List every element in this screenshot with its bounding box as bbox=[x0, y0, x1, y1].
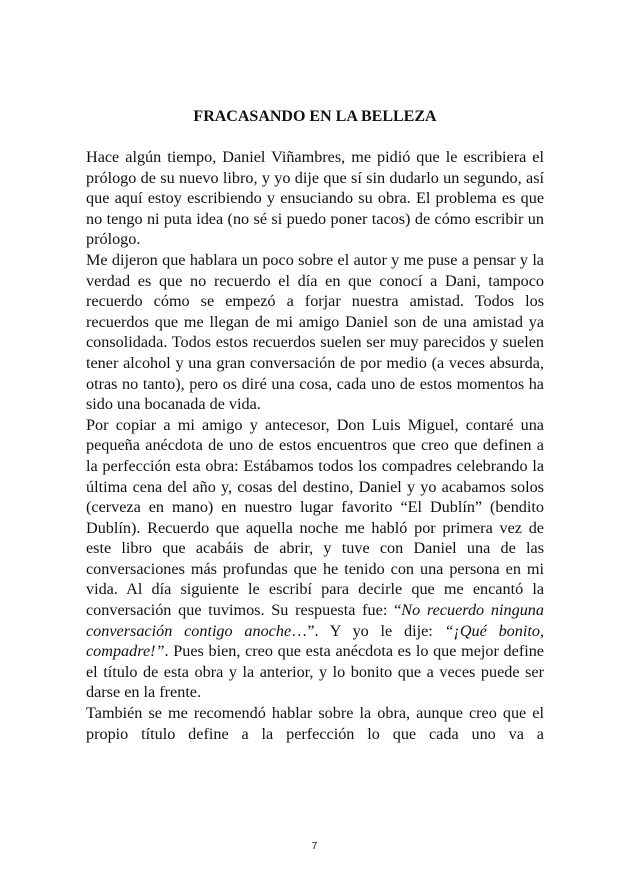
page-title: FRACASANDO EN LA BELLEZA bbox=[193, 108, 437, 125]
italic-quote: “¡Qué bonito, compadre!” bbox=[86, 621, 544, 661]
paragraph bbox=[86, 703, 544, 744]
text-run: Por copiar a mi amigo y antecesor, Don Luis Miguel, contaré una pequeña anécdota de uno de estos encuentros que creo que definen a la perfección esta obra: Estábamos todos los compadres celebrando la última cena del año y, cosas del destino, Daniel y yo acabamos solos (cerveza en mano) en nuestro lugar favorito “El Dublín” (bendito Dublín). Recuerdo que aquella noche me habló por primera vez de este libro que acabáis de abrir, y tuve con Daniel una de las conversaciones más profundas que he tenido con una persona en mi vida. Al día siguiente le escribí para decirle que me encantó la conversación que tuvimos. Su respuesta fue: “ bbox=[86, 415, 544, 620]
italic-quote: No recuerdo ninguna conversación contigo anoche bbox=[86, 601, 544, 640]
text-run: También se me recomendó hablar sobre la obra, aunque creo que el propio título define a la perfección lo que cada uno va a bbox=[86, 704, 544, 743]
text-run: Hace algún tiempo, Daniel Viñambres, me pidió que le escribiera el prólogo de su nuevo libro, y yo dije que sí sin dudarlo un segundo, así que aquí estoy escribiendo y ensuciando su obra. El problema es que no tengo ni puta idea (no sé si puedo poner tacos) de cómo escribir un prólogo. bbox=[86, 148, 544, 249]
paragraph bbox=[86, 250, 544, 415]
body-text bbox=[86, 147, 544, 744]
text-run: …”. Y yo le dije: bbox=[291, 621, 445, 640]
paragraph bbox=[86, 415, 544, 703]
page-number: 7 bbox=[311, 841, 318, 852]
text-run: Me dijeron que hablara un poco sobre el autor y me puse a pensar y la verdad es que no recuerdo el día en que conocí a Dani, tampoco recuerdo cómo se empezó a forjar nuestra amistad. Todos los recuerdos que me llegan de mi amigo Daniel son de una amistad ya consolidada. Todos estos recuerdos suelen ser muy parecidos y suelen tener alcohol y una gran conversación de por medio (a veces absurda, otras no tanto), pero os diré una cosa, cada uno de estos momentos ha sido una bocanada de vida. bbox=[86, 250, 544, 414]
paragraph bbox=[86, 147, 544, 250]
text-run: . Pues bien, creo que esta anécdota es lo que mejor define el título de esta obra y la anterior, y lo bonito que a veces puede ser darse en la frente. bbox=[86, 642, 544, 702]
